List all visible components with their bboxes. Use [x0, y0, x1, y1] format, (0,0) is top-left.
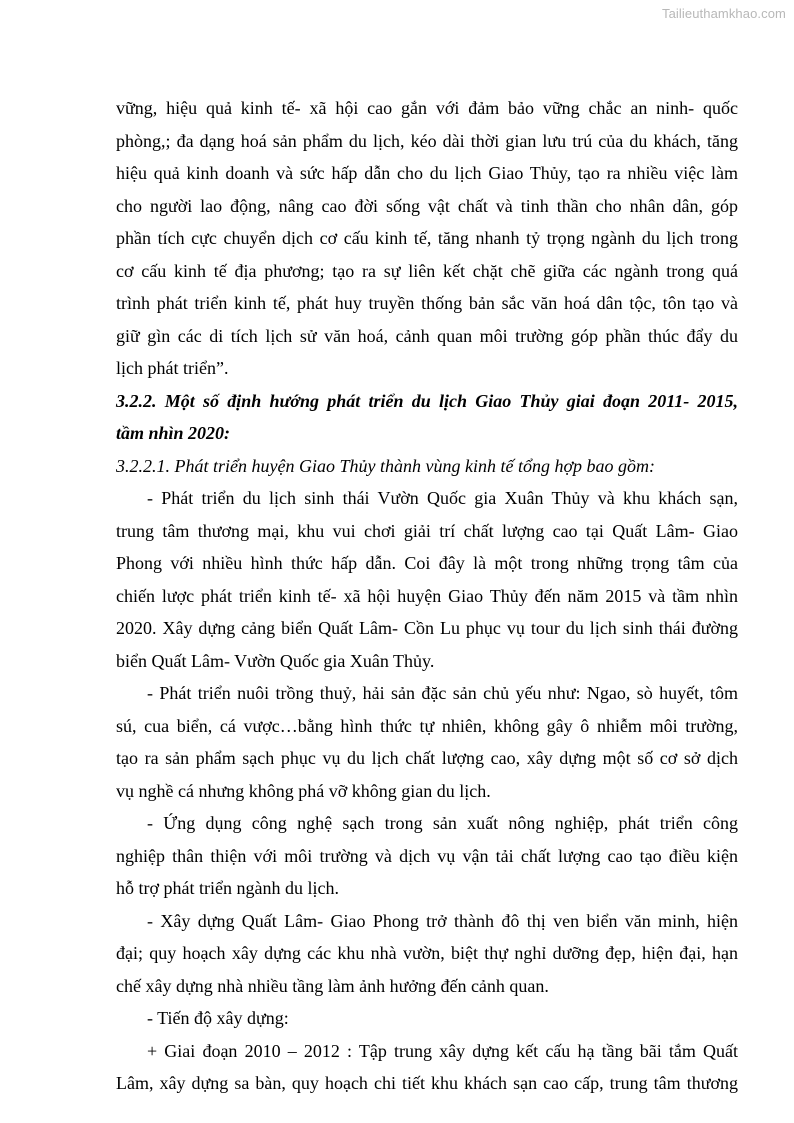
paragraph-line: - Phát triển du lịch sinh thái Vườn Quốc gia Xuân Thủy và khu khách sạn,	[147, 488, 738, 508]
paragraph-line: lịch phát triển”.	[116, 358, 229, 378]
paragraph-line: vụ nghề cá nhưng không phá vỡ không gian du lịch.	[116, 780, 491, 801]
paragraph-line: hiệu quả kinh doanh và sức hấp dẫn cho du lịch Giao Thủy, tạo ra nhiều việc làm	[116, 163, 738, 183]
subsection-heading-line: 3.2.2.1. Phát triển huyện Giao Thủy thành vùng kinh tế tổng hợp bao gồm:	[116, 455, 656, 476]
paragraph-line: cho người lao động, nâng cao đời sống vật chất và tinh thần cho nhân dân, góp	[116, 195, 738, 216]
paragraph-line: biển Quất Lâm- Vườn Quốc gia Xuân Thủy.	[116, 650, 435, 671]
paragraph-line: chiến lược phát triển kinh tế- xã hội huyện Giao Thủy đến năm 2015 và tầm nhìn	[116, 585, 738, 606]
section-heading-line: tầm nhìn 2020:	[116, 423, 231, 443]
paragraph-line: Lâm, xây dựng sa bàn, quy hoạch chi tiết khu khách sạn cao cấp, trung tâm thương	[116, 1073, 738, 1093]
paragraph-line: cơ cấu kinh tế địa phương; tạo ra sự liên kết chặt chẽ giữa các ngành trong quá	[116, 260, 738, 281]
paragraph-line: - Tiến độ xây dựng:	[147, 1008, 289, 1028]
paragraph-line: phần tích cực chuyển dịch cơ cấu kinh tế, tăng nhanh tỷ trọng ngành du lịch trong	[116, 228, 738, 248]
paragraph-line: phòng,; đa dạng hoá sản phẩm du lịch, kéo dài thời gian lưu trú của du khách, tăng	[116, 130, 738, 151]
paragraph-line: nghiệp thân thiện với môi trường và dịch vụ vận tải chất lượng cao tạo điều kiện	[116, 845, 738, 866]
paragraph-line: Phong với nhiều hình thức hấp dẫn. Coi đây là một trong những trọng tâm của	[116, 553, 738, 573]
paragraph-line: giữ gìn các di tích lịch sử văn hoá, cảnh quan môi trường góp phần thúc đẩy du	[116, 325, 738, 346]
document-body	[116, 92, 738, 1100]
paragraph-line: tạo ra sản phẩm sạch phục vụ du lịch chất lượng cao, xây dựng một số cơ sở dịch	[116, 748, 738, 768]
paragraph-line: 2020. Xây dựng cảng biển Quất Lâm- Cồn Lu phục vụ tour du lịch sinh thái đường	[116, 618, 738, 638]
watermark-text: Tailieuthamkhao.com	[661, 6, 786, 21]
paragraph-line: - Ứng dụng công nghệ sạch trong sản xuất nông nghiệp, phát triển công	[147, 813, 738, 833]
paragraph-line: - Phát triển nuôi trồng thuỷ, hải sản đặc sản chủ yếu như: Ngao, sò huyết, tôm	[147, 683, 738, 703]
paragraph-line: sú, cua biển, cá vược…bằng hình thức tự nhiên, không gây ô nhiễm môi trường,	[116, 715, 738, 736]
paragraph-line: chế xây dựng nhà nhiều tầng làm ảnh hưởng đến cảnh quan.	[116, 975, 549, 996]
paragraph-line: hỗ trợ phát triển ngành du lịch.	[116, 878, 339, 898]
paragraph-line: trình phát triển kinh tế, phát huy truyền thống bản sắc văn hoá dân tộc, tôn tạo và	[116, 293, 738, 313]
paragraph-line: + Giai đoạn 2010 – 2012 : Tập trung xây dựng kết cấu hạ tầng bãi tắm Quất	[147, 1040, 738, 1061]
section-heading-line: 3.2.2. Một số định hướng phát triển du lịch Giao Thủy giai đoạn 2011- 2015,	[116, 390, 738, 411]
paragraph-line: - Xây dựng Quất Lâm- Giao Phong trở thành đô thị ven biển văn minh, hiện	[147, 910, 738, 931]
paragraph-line: trung tâm thương mại, khu vui chơi giải trí chất lượng cao tại Quất Lâm- Giao	[116, 520, 738, 541]
paragraph-line: đại; quy hoạch xây dựng các khu nhà vườn, biệt thự nghỉ dưỡng đẹp, hiện đại, hạn	[116, 943, 738, 963]
paragraph-line: vững, hiệu quả kinh tế- xã hội cao gắn với đảm bảo vững chắc an ninh- quốc	[116, 98, 738, 118]
